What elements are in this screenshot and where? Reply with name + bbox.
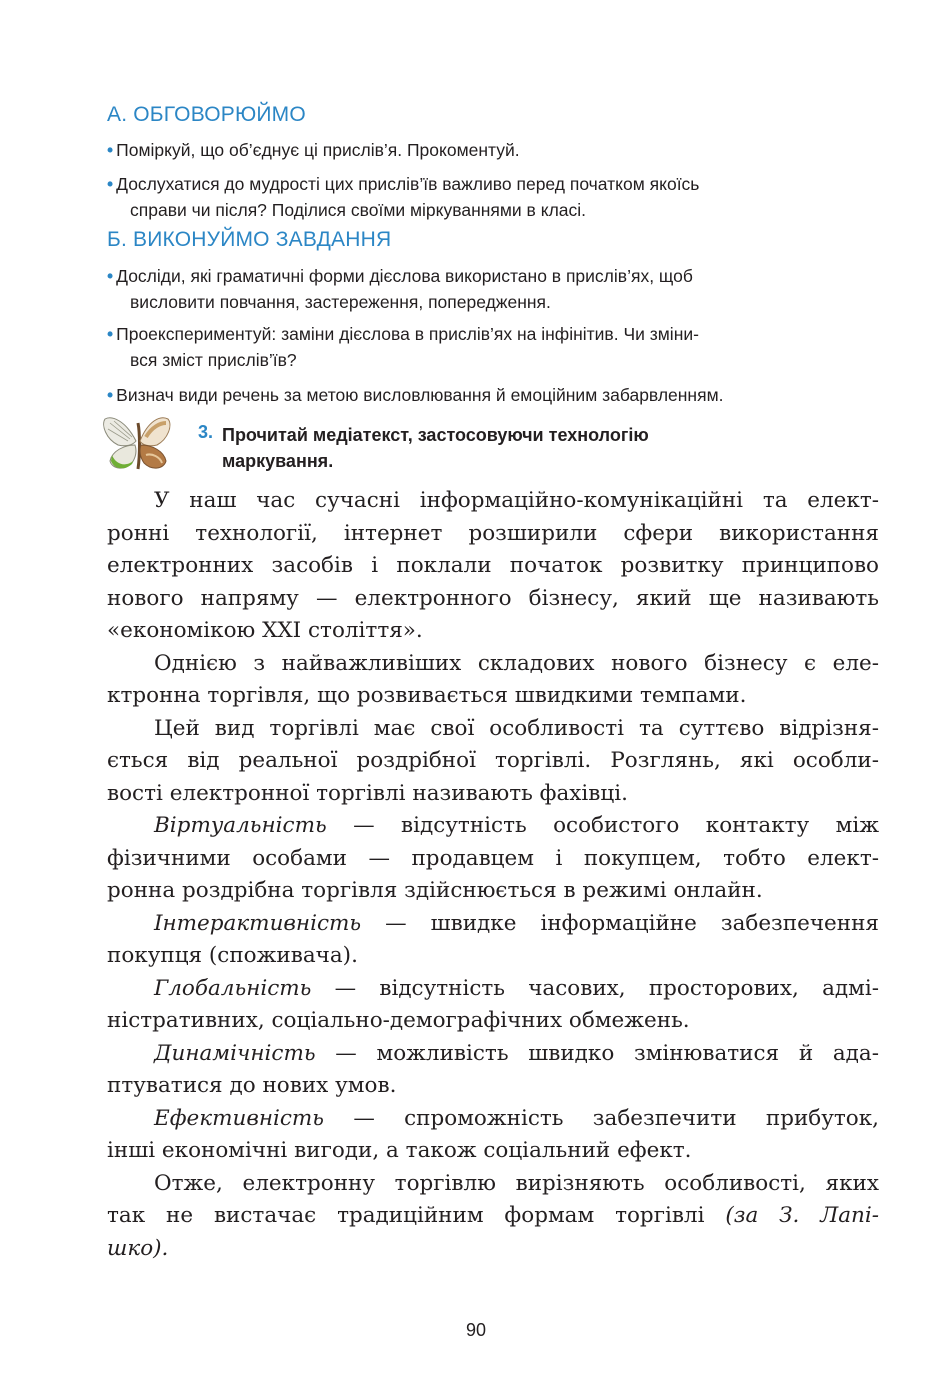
paragraph: Динамічність — можливість швидко змінюватися й ада- птуватися до нових умов. xyxy=(107,1040,879,1098)
paragraph: Однією з найважливіших складових нового бізнесу є еле- ктронна торгівля, що розвивається швидкими темпами. xyxy=(107,650,879,708)
task-instruction: Прочитай медіатекст, застосовуючи технологію маркування. xyxy=(222,425,649,471)
bullet-icon: • xyxy=(107,324,114,344)
paragraph: У наш час сучасні інформаційно-комунікаційні та елект- ронні технології, інтернет розширили сфери використання електронних засобів і поклали початок розвитку принципово нового напряму — електронного бізнесу, який ще називають «економікою XXI століття». xyxy=(107,488,879,643)
paragraph: Ефективність — спроможність забезпечити прибуток, інші економічні вигоди, а також соціальний ефект. xyxy=(107,1105,879,1163)
section-a-title: А. ОБГОВОРЮЙМО xyxy=(107,103,306,126)
paragraph: Цей вид торгівлі має свої особливості та суттєво відрізня- ється від реальної роздрібної торгівлі. Розглянь, які особли- вості електронної торгівлі називають фахівці. xyxy=(107,715,879,806)
list-item: • Визнач види речень за метою висловлювання й емоційним забарвленням. xyxy=(107,385,724,405)
paragraph: Віртуальність — відсутність особистого контакту між фізичними особами — продавцем і покупцем, тобто елект- ронна роздрібна торгівля здійснюється в режимі онлайн. xyxy=(107,813,879,903)
list-item: • Досліди, які граматичні форми дієслова використано в прислів’ях, щоб висловити повчання, застереження, попередження. xyxy=(107,266,693,312)
section-b-title: Б. ВИКОНУЙМО ЗАВДАННЯ xyxy=(107,228,392,251)
term: Глобальність xyxy=(154,975,312,1001)
paragraph: Глобальність — відсутність часових, просторових, адмі- ністративних, соціально-демографічних обмежень. xyxy=(107,975,879,1033)
task-number: 3. xyxy=(198,422,214,442)
bullet-icon: • xyxy=(107,266,114,286)
task-3 xyxy=(107,412,879,472)
bullet-icon: • xyxy=(107,140,114,160)
paragraph: Інтерактивність — швидке інформаційне забезпечення покупця (споживача). xyxy=(107,910,879,968)
media-text xyxy=(107,485,879,1265)
bullet-icon: • xyxy=(107,385,114,405)
source-citation: шко). xyxy=(107,1235,169,1261)
paragraph: Отже, електронну торгівлю вирізняють особливості, яких так не вистачає традиційним формам торгівлі (за З. Лапі- шко). xyxy=(107,1170,879,1261)
source-citation: (за З. Лапі- xyxy=(725,1203,879,1228)
term: Динамічність xyxy=(154,1040,316,1066)
bullet-icon: • xyxy=(107,174,114,194)
list-item: • Дослухатися до мудрості цих прислів’їв важливо перед початком якоїсь справи чи після? Поділися своїми міркуваннями в класі. xyxy=(107,174,700,220)
page-number: 90 xyxy=(465,1320,487,1340)
list-item: • Проекспериментуй: заміни дієслова в прислів’ях на інфінітив. Чи зміни- вся зміст прислів’їв? xyxy=(107,324,699,370)
list-item: • Поміркуй, що об’єднує ці прислів’я. Прокоментуй. xyxy=(107,140,520,160)
term: Ефективність xyxy=(154,1105,325,1131)
term: Інтерактивність xyxy=(154,910,362,936)
butterfly-icon xyxy=(102,415,177,472)
term: Віртуальність xyxy=(154,813,327,838)
